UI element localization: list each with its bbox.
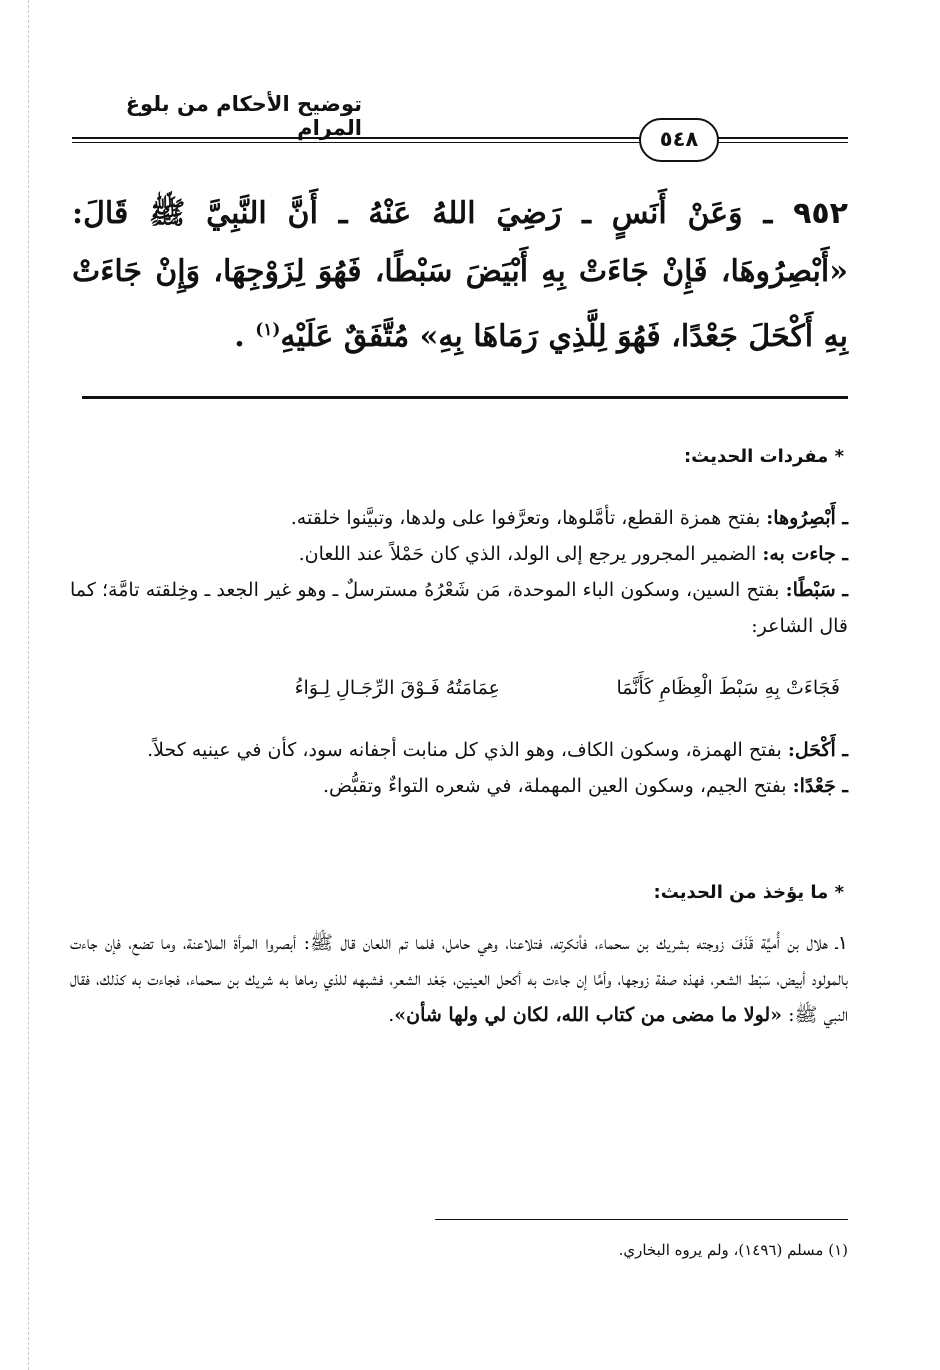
vocab-term: ـ سَبْطًا: bbox=[785, 579, 848, 601]
vocab-item bbox=[70, 732, 848, 768]
prophet-quote: «لولا ما مضى من كتاب الله، لكان لي ولها شأن» bbox=[394, 1004, 783, 1026]
vocab-item bbox=[70, 768, 848, 804]
vocab-heading: * مفردات الحديث: bbox=[683, 446, 844, 467]
hadith-text bbox=[72, 185, 848, 366]
vocab-item bbox=[70, 572, 848, 644]
vocab-definition: بفتح الجيم، وسكون العين المهملة، في شعره التواءٌ وتقبُّض. bbox=[322, 775, 793, 797]
vocab-definition: الضمير المجرور يرجع إلى الولد، الذي كان حَمْلاً عند اللعان. bbox=[298, 543, 763, 565]
vocab-term: ـ أَبْصِرُوها: bbox=[766, 507, 848, 529]
hadith-number: ٩٥٢ bbox=[793, 196, 848, 231]
hadith-end: . bbox=[234, 319, 245, 354]
section-separator bbox=[82, 396, 848, 399]
vocab-definition: بفتح همزة القطع، تأمَّلوها، وتعرَّفوا على ولدها، وتبيَّنوا خلقته. bbox=[290, 507, 767, 529]
hadith-body: وَعَنْ أَنَسٍ ـ رَضِيَ اللهُ عَنْهُ ـ أَنَّ النَّبِيَّ ﷺ قَالَ: «أَبْصِرُوهَا، فَإِنْ جَاءَتْ بِهِ أَبْيَضَ سَبْطًا، فَهُوَ لِزَوْجِهَا، وَإِنْ جَاءَتْ بِهِ أَكْحَلَ جَعْدًا، فَهُوَ لِلَّذِي رَمَاهَا بِهِ» مُتَّفَقٌ عَلَيْهِ bbox=[72, 196, 848, 354]
vocab-term: ـ أَكْحَل: bbox=[787, 739, 848, 761]
vocab-list-continued bbox=[70, 732, 848, 804]
footnote-rule bbox=[435, 1219, 848, 1220]
vocab-term: ـ جاءت به: bbox=[762, 543, 848, 565]
header-rule-thick bbox=[72, 137, 848, 139]
footnote-ref: (١) bbox=[255, 320, 281, 340]
vocab-definition: بفتح الهمزة، وسكون الكاف، وهو الذي كل منابت أجفانه سود، كأن في عينيه كحلاً. bbox=[147, 739, 788, 761]
running-header-title: توضيح الأحكام من بلوغ المرام bbox=[125, 92, 362, 140]
lesson-end: . bbox=[388, 1004, 395, 1026]
vocab-definition: بفتح السين، وسكون الباء الموحدة، مَن شَعْرُهُ مسترسلٌ ـ وهو غير الجعد ـ وخِلقته تامَّة؛ كما قال الشاعر: bbox=[70, 579, 848, 637]
scan-edge bbox=[28, 0, 29, 1370]
header-rule-thin bbox=[72, 142, 848, 143]
page-number: ٥٤٨ bbox=[639, 118, 719, 162]
verse-left-hemistich: عِمَامَتُهُ فَـوْقَ الرِّجَـالِ لِـوَاءُ bbox=[294, 677, 500, 699]
lesson-text: ١ـ هلال بن أُميَّة قَذَفَ زوجته بشريك بن سحماء، فأنكرته، فتلاعنا، وهي حامل، فلما تم اللعان قال ﷺ: أبصروا المرأة الملاعنة، وما تضع، فإن جاءت بالمولود أبيض، سَبْط الشعر، فهذه صفة زوجها، وأمَّا إن جاءت به أكحل العينين، جَعْد الشعر، فشبهه للذي رماها به شريك بن سحماء، فجاءت به كذلك، فقال النبي ﷺ: bbox=[70, 932, 848, 1026]
hadith-dash: ـ bbox=[763, 196, 773, 231]
vocab-item bbox=[70, 536, 848, 572]
vocab-list bbox=[70, 500, 848, 644]
vocab-term: ـ جَعْدًا: bbox=[792, 775, 848, 797]
lessons-heading: * ما يؤخذ من الحديث: bbox=[653, 882, 844, 903]
verse-right-hemistich: فَجَاءَتْ بِهِ سَبْطَ الْعِظَامِ كَأَنَّمَا bbox=[616, 677, 840, 699]
lesson-point-1 bbox=[70, 925, 848, 1033]
footnote: (١) مسلم (١٤٩٦)، ولم يروه البخاري. bbox=[618, 1241, 848, 1259]
vocab-item bbox=[70, 500, 848, 536]
